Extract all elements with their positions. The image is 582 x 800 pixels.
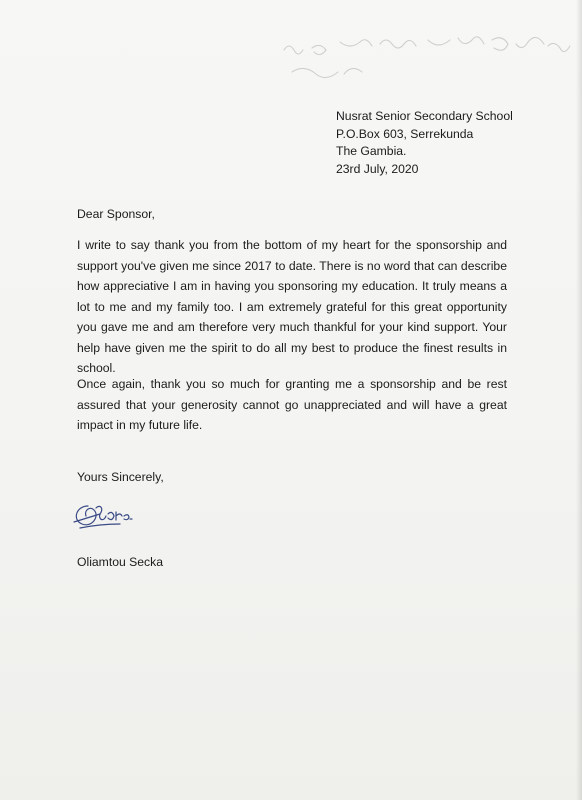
bleed-through-marks bbox=[278, 30, 578, 90]
letter-date: 23rd July, 2020 bbox=[336, 161, 419, 176]
paper-edge-shadow bbox=[576, 0, 582, 800]
salutation: Dear Sponsor, bbox=[77, 207, 155, 221]
handwritten-signature bbox=[70, 500, 136, 532]
sender-address bbox=[336, 108, 513, 178]
address-line-po-box: P.O.Box 603, Serrekunda bbox=[336, 126, 474, 141]
address-line-country: The Gambia. bbox=[336, 144, 407, 158]
body-paragraph-1: I write to say thank you from the bottom of my heart for the sponsorship and support you've given me since 2017 to date. There is no word that can describe how appreciative I am in having you sponsoring my education. It truly means a lot to me and my family too. I am extremely grateful for this great opportunity you gave me and am therefore very much thankful for your kind support. Your help have given me the spirit to do all my best to produce the finest results in school. bbox=[77, 238, 507, 375]
closing: Yours Sincerely, bbox=[77, 470, 164, 484]
body-paragraph-2: Once again, thank you so much for granting me a sponsorship and be rest assured that your generosity cannot go unappreciated and will have a great impact in my future life. bbox=[77, 377, 507, 432]
address-line-school: Nusrat Senior Secondary School bbox=[336, 109, 513, 123]
signer-name: Oliamtou Secka bbox=[77, 555, 164, 569]
